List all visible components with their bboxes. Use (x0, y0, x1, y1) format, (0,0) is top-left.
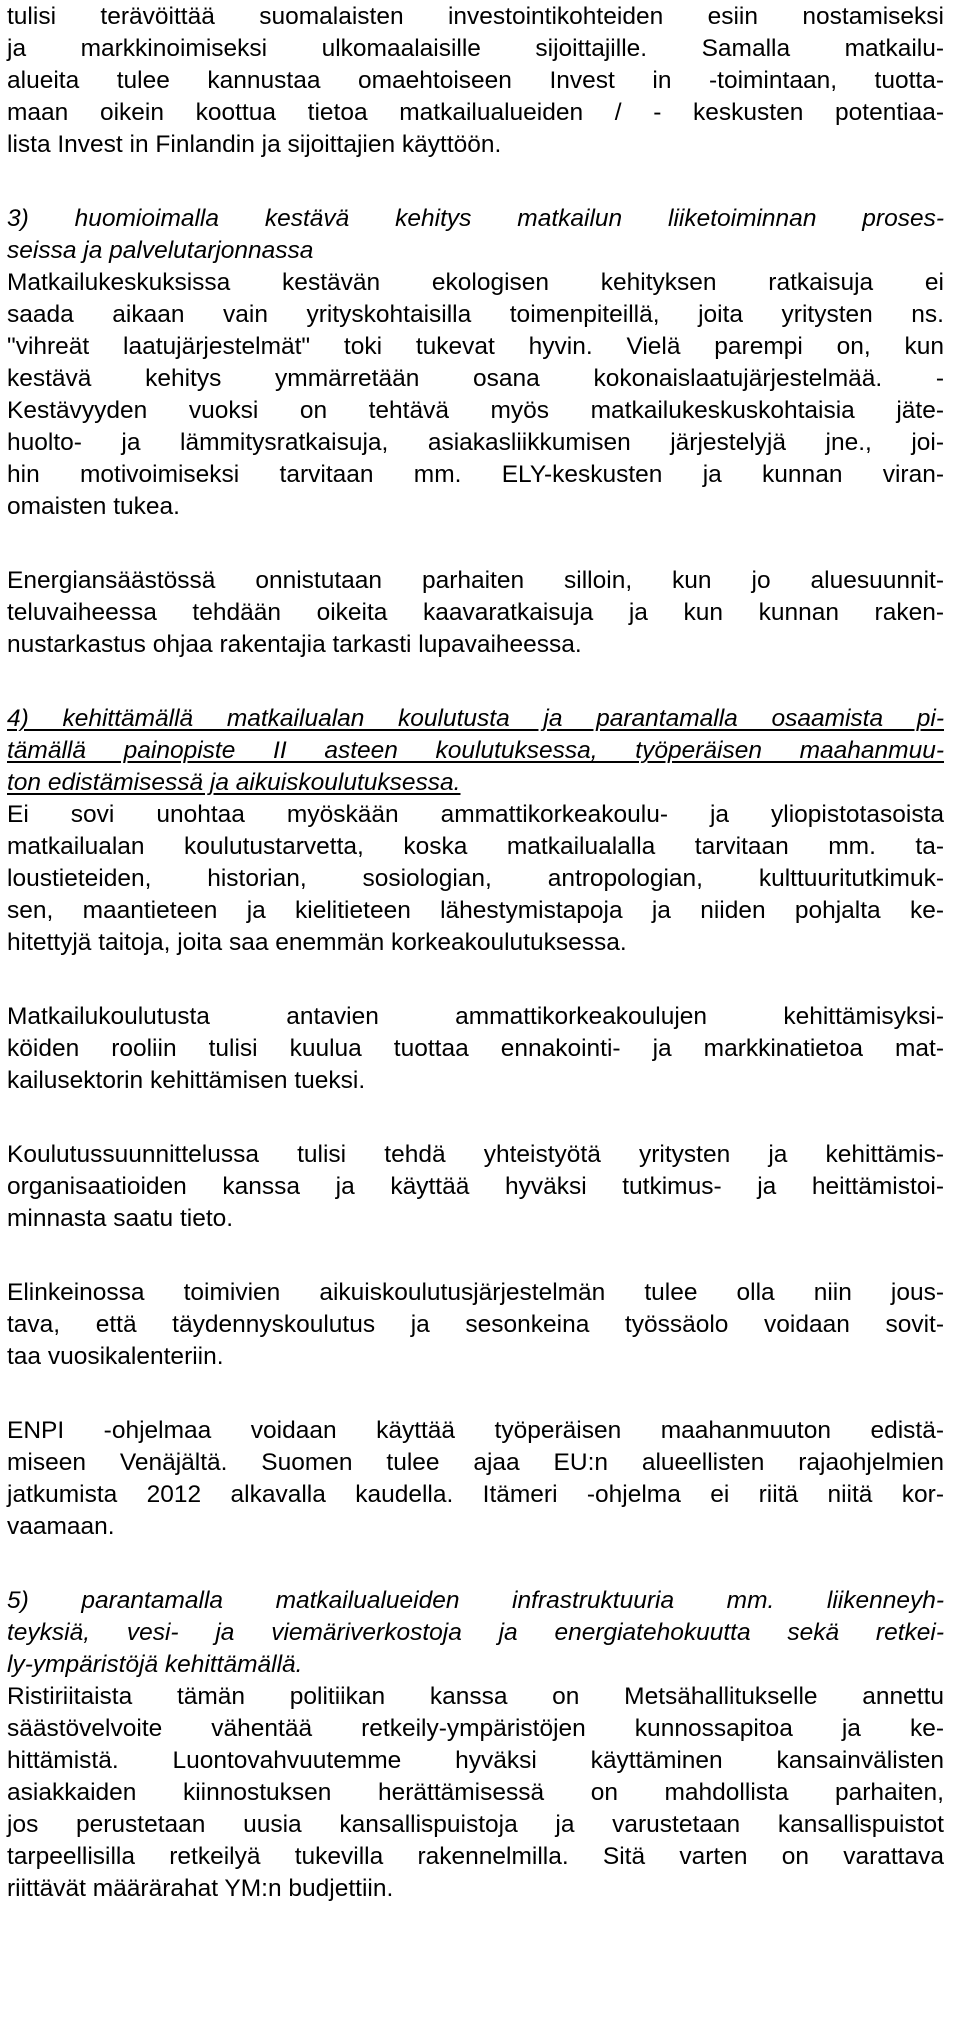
section-heading-line: ly-ympäristöjä kehittämällä. (7, 1651, 303, 1678)
text-line: Koulutussuunnittelussa tulisi tehdä yhteistyötä yritysten ja kehittämis- (7, 1141, 944, 1168)
text-line: nustarkastus ohjaa rakentajia tarkasti lupavaiheessa. (7, 631, 582, 658)
section-heading-line: 5) parantamalla matkailualueiden infrastruktuuria mm. liikenneyh- (7, 1587, 944, 1614)
text-line: lista Invest in Finlandin ja sijoittajien käyttöön. (7, 131, 502, 158)
text-line: tava, että täydennyskoulutus ja sesonkeina työssäolo voidaan sovit- (7, 1311, 944, 1338)
text-line: kestävä kehitys ymmärretään osana kokonaislaatujärjestelmää. - (7, 365, 944, 392)
text-line: kailusektorin kehittämisen tueksi. (7, 1067, 366, 1094)
text-line: saada aikaan vain yrityskohtaisilla toimenpiteillä, joita yritysten ns. (7, 301, 944, 328)
text-line: säästövelvoite vähentää retkeily-ympäristöjen kunnossapitoa ja ke- (7, 1715, 944, 1742)
section-heading-line: 3) huomioimalla kestävä kehitys matkailun liiketoiminnan proses- (7, 205, 944, 232)
section-heading-line: tämällä painopiste II asteen koulutuksessa, työperäisen maahanmuu- (7, 737, 944, 764)
text-line: matkailualan koulutustarvetta, koska matkailualalla tarvitaan mm. ta- (7, 833, 944, 860)
text-line: minnasta saatu tieto. (7, 1205, 234, 1232)
text-line: Matkailukeskuksissa kestävän ekologisen kehityksen ratkaisuja ei (7, 269, 944, 296)
text-line: Ei sovi unohtaa myöskään ammattikorkeakoulu- ja yliopistotasoista (7, 801, 944, 828)
text-line: Kestävyyden vuoksi on tehtävä myös matkailukeskuskohtaisia jäte- (7, 397, 944, 424)
text-line: maan oikein koottua tietoa matkailualueiden / - keskusten potentiaa- (7, 99, 944, 126)
text-line: jos perustetaan uusia kansallispuistoja ja varustetaan kansallispuistot (7, 1811, 944, 1838)
text-line: miseen Venäjältä. Suomen tulee ajaa EU:n alueellisten rajaohjelmien (7, 1449, 944, 1476)
section-heading-line: teyksiä, vesi- ja viemäriverkostoja ja energiatehokuutta sekä retkei- (7, 1619, 944, 1646)
section-heading-line: seissa ja palvelutarjonnassa (7, 237, 314, 264)
text-line: asiakkaiden kiinnostuksen herättämisessä on mahdollista parhaiten, (7, 1779, 944, 1806)
text-line: hin motivoimiseksi tarvitaan mm. ELY-keskusten ja kunnan viran- (7, 461, 944, 488)
text-line: ENPI -ohjelmaa voidaan käyttää työperäisen maahanmuuton edistä- (7, 1417, 944, 1444)
text-line: hittämistä. Luontovahvuutemme hyväksi käyttäminen kansainvälisten (7, 1747, 944, 1774)
text-line: huolto- ja lämmitysratkaisuja, asiakasliikkumisen järjestelyjä jne., joi- (7, 429, 944, 456)
text-line: Energiansäästössä onnistutaan parhaiten silloin, kun jo aluesuunnit- (7, 567, 944, 594)
text-line: loustieteiden, historian, sosiologian, antropologian, kulttuuritutkimuk- (7, 865, 944, 892)
text-line: taa vuosikalenteriin. (7, 1343, 224, 1370)
text-line: alueita tulee kannustaa omaehtoiseen Invest in -toimintaan, tuotta- (7, 67, 944, 94)
text-line: jatkumista 2012 alkavalla kaudella. Itämeri -ohjelma ei riitä niitä kor- (7, 1481, 944, 1508)
section-heading-line: 4) kehittämällä matkailualan koulutusta ja parantamalla osaamista pi- (7, 705, 944, 732)
text-line: ja markkinoimiseksi ulkomaalaisille sijoittajille. Samalla matkailu- (7, 35, 944, 62)
text-line: tarpeellisilla retkeilyä tukevilla rakennelmilla. Sitä varten on varattava (7, 1843, 944, 1870)
text-line: Elinkeinossa toimivien aikuiskoulutusjärjestelmän tulee olla niin jous- (7, 1279, 944, 1306)
text-line: hitettyjä taitoja, joita saa enemmän korkeakoulutuksessa. (7, 929, 627, 956)
text-line: Ristiriitaista tämän politiikan kanssa on Metsähallitukselle annettu (7, 1683, 944, 1710)
text-line: tulisi terävöittää suomalaisten investointikohteiden esiin nostamiseksi (7, 3, 944, 30)
text-line: sen, maantieteen ja kielitieteen lähestymistapoja ja niiden pohjalta ke- (7, 897, 944, 924)
text-line: Matkailukoulutusta antavien ammattikorkeakoulujen kehittämisyksi- (7, 1003, 944, 1030)
text-line: "vihreät laatujärjestelmät" toki tukevat hyvin. Vielä parempi on, kun (7, 333, 944, 360)
text-line: teluvaiheessa tehdään oikeita kaavaratkaisuja ja kun kunnan raken- (7, 599, 944, 626)
section-heading-line: ton edistämisessä ja aikuiskoulutuksessa. (7, 769, 461, 796)
text-line: vaamaan. (7, 1513, 115, 1540)
text-line: omaisten tukea. (7, 493, 180, 520)
text-line: organisaatioiden kanssa ja käyttää hyväksi tutkimus- ja heittämistoi- (7, 1173, 944, 1200)
text-line: köiden rooliin tulisi kuulua tuottaa ennakointi- ja markkinatietoa mat- (7, 1035, 944, 1062)
text-line: riittävät määrärahat YM:n budjettiin. (7, 1875, 394, 1902)
